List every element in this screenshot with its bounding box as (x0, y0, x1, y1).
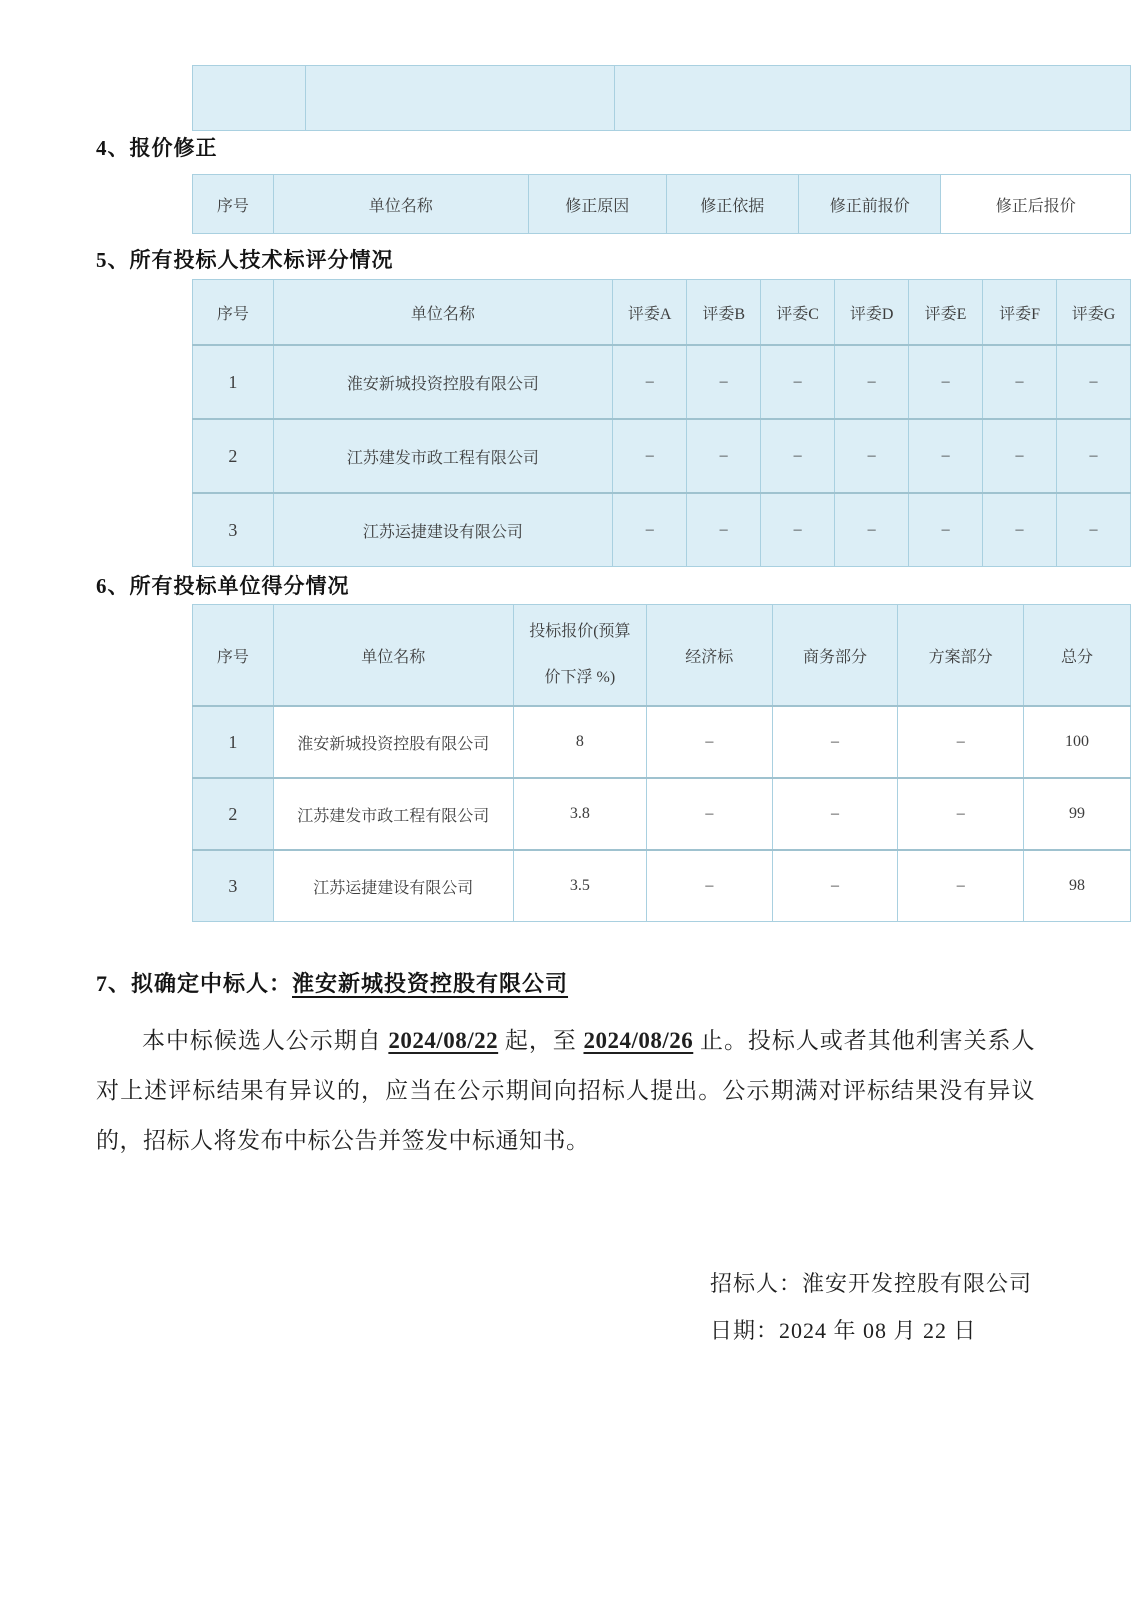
row-number: 1 (193, 345, 274, 419)
column-header: 评委E (909, 280, 983, 346)
section4-heading: 4、报价修正 (96, 136, 218, 160)
section7-heading (96, 970, 568, 998)
score-cell: – (1057, 419, 1131, 493)
column-header: 序号 (193, 175, 274, 234)
score-cell: – (1057, 345, 1131, 419)
column-header: 单位名称 (273, 605, 513, 707)
score-cell: – (1057, 493, 1131, 567)
column-header: 修正原因 (528, 175, 666, 234)
notice-text: 本中标候选人公示期自 (142, 1028, 389, 1053)
score-cell: – (909, 345, 983, 419)
score-cell: – (835, 493, 909, 567)
column-header: 修正依据 (666, 175, 798, 234)
row-number: 2 (193, 778, 274, 850)
score-cell: – (687, 419, 761, 493)
table-cell (305, 66, 615, 131)
table-cell (193, 66, 306, 131)
technical-score-table (192, 279, 1131, 567)
table-header-row (193, 280, 1131, 346)
score-cell: – (835, 345, 909, 419)
commerce-score: – (772, 778, 898, 850)
total-score: 98 (1024, 850, 1131, 922)
column-header: 序号 (193, 605, 274, 707)
company-name: 江苏运捷建设有限公司 (273, 493, 613, 567)
score-cell: – (835, 419, 909, 493)
company-name: 淮安新城投资控股有限公司 (273, 706, 513, 778)
column-header: 单位名称 (273, 175, 528, 234)
total-score: 100 (1024, 706, 1131, 778)
table-header-row (193, 605, 1131, 707)
column-header: 评委G (1057, 280, 1131, 346)
column-header: 方案部分 (898, 605, 1024, 707)
table-row (193, 706, 1131, 778)
economic-score: – (646, 706, 772, 778)
total-score: 99 (1024, 778, 1131, 850)
company-name: 江苏建发市政工程有限公司 (273, 419, 613, 493)
score-cell: – (983, 493, 1057, 567)
publicity-start-date: 2024/08/22 (388, 1028, 499, 1053)
score-cell: – (613, 345, 687, 419)
continuation-table (192, 65, 1131, 131)
row-number: 2 (193, 419, 274, 493)
score-cell: – (761, 345, 835, 419)
table-row (193, 493, 1131, 567)
table-row (193, 419, 1131, 493)
score-cell: – (687, 345, 761, 419)
row-number: 1 (193, 706, 274, 778)
column-header: 总分 (1024, 605, 1131, 707)
table-row (193, 850, 1131, 922)
economic-score: – (646, 850, 772, 922)
score-cell: – (983, 345, 1057, 419)
bid-discount: 8 (513, 706, 646, 778)
row-number: 3 (193, 850, 274, 922)
notice-text: 起，至 (498, 1028, 584, 1053)
score-cell: – (909, 493, 983, 567)
column-header: 评委C (761, 280, 835, 346)
table-row (193, 345, 1131, 419)
score-cell: – (983, 419, 1057, 493)
publicity-end-date: 2024/08/26 (583, 1028, 694, 1053)
column-header: 序号 (193, 280, 274, 346)
table-row (193, 66, 1131, 131)
price-correction-table (192, 174, 1131, 234)
score-cell: – (687, 493, 761, 567)
column-header: 评委A (613, 280, 687, 346)
column-header: 评委B (687, 280, 761, 346)
winner-label: 7、拟确定中标人： (96, 971, 293, 996)
notice-text: 止。投标人或者其他利害关系人对上述评标结果有异议的，应当在公示期间向招标人提出。公示期满对评标结果没有异议的，招标人将发布中标公告并签发中标通知书。 (96, 1028, 1036, 1153)
table-cell (615, 66, 1131, 131)
tenderer-line: 招标人：淮安开发控股有限公司 (710, 1271, 1033, 1296)
score-cell: – (909, 419, 983, 493)
column-header: 经济标 (646, 605, 772, 707)
score-cell: – (613, 493, 687, 567)
date-line: 日期：2024 年 08 月 22 日 (710, 1318, 977, 1343)
section6-heading: 6、所有投标单位得分情况 (96, 574, 350, 598)
document-content (96, 0, 1116, 1600)
score-cell: – (761, 493, 835, 567)
company-name: 江苏建发市政工程有限公司 (273, 778, 513, 850)
column-header: 投标报价(预算价下浮 %) (513, 605, 646, 707)
plan-score: – (898, 850, 1024, 922)
score-cell: – (613, 419, 687, 493)
total-score-table (192, 604, 1131, 922)
publicity-notice-paragraph (96, 1016, 1035, 1166)
column-header: 单位名称 (273, 280, 613, 346)
company-name: 淮安新城投资控股有限公司 (273, 345, 613, 419)
score-cell: – (761, 419, 835, 493)
plan-score: – (898, 778, 1024, 850)
commerce-score: – (772, 706, 898, 778)
winner-company: 淮安新城投资控股有限公司 (292, 971, 569, 996)
bid-discount: 3.5 (513, 850, 646, 922)
column-header: 评委D (835, 280, 909, 346)
section5-heading: 5、所有投标人技术标评分情况 (96, 248, 394, 272)
column-header: 评委F (983, 280, 1057, 346)
bid-discount: 3.8 (513, 778, 646, 850)
company-name: 江苏运捷建设有限公司 (273, 850, 513, 922)
signature-block (710, 1260, 1032, 1354)
table-row (193, 778, 1131, 850)
economic-score: – (646, 778, 772, 850)
column-header: 修正前报价 (798, 175, 941, 234)
plan-score: – (898, 706, 1024, 778)
row-number: 3 (193, 493, 274, 567)
table-header-row (193, 175, 1131, 234)
column-header: 商务部分 (772, 605, 898, 707)
column-header: 修正后报价 (941, 175, 1131, 234)
commerce-score: – (772, 850, 898, 922)
